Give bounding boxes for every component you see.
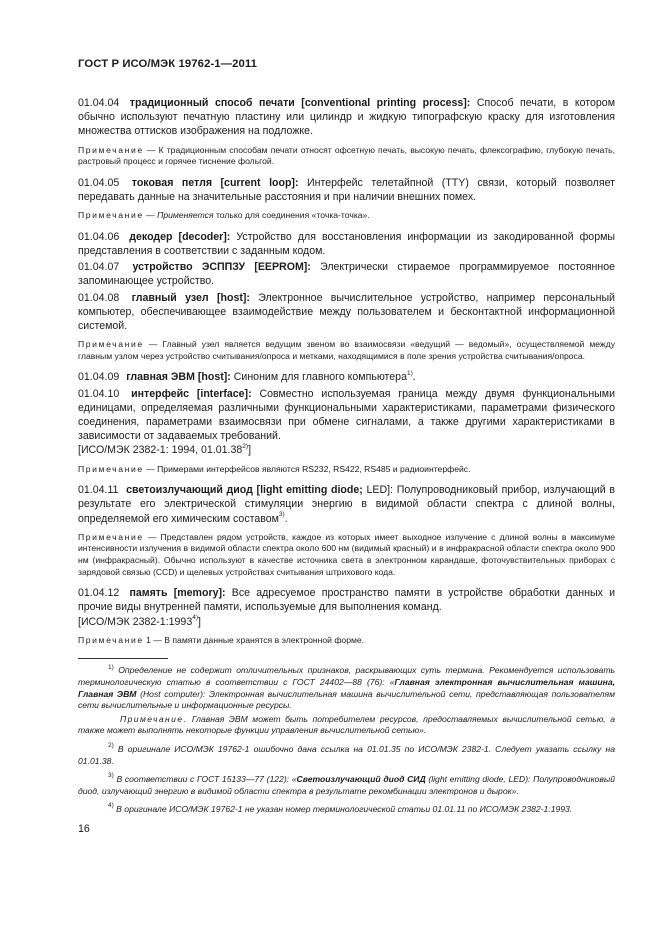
note-dash: — (146, 210, 155, 221)
reference-text: [ИСО/МЭК 2382-1: 1994, 01.01.38 (78, 444, 243, 457)
source-reference (78, 615, 615, 629)
term-entry-01-04-08 (78, 291, 615, 334)
footnote-2 (78, 744, 615, 767)
term-number: 01.04.12 (78, 587, 120, 600)
term-definition: Интерфейс телетайпной (TTY) связи, который позволяет передавать данные на значительные расстояния и при наличии внешних помех. (78, 176, 615, 203)
footnote-ref: 1) (406, 369, 413, 377)
note-01-04-05 (78, 210, 615, 222)
term-number: 01.04.06 (78, 230, 120, 243)
footnote-bold-term: Светоизлучающий диод СИД (296, 774, 426, 785)
note-01-04-04 (78, 145, 615, 168)
term-number: 01.04.11 (78, 484, 119, 497)
term-entry-01-04-04 (78, 96, 615, 139)
term-entry-01-04-05 (78, 176, 615, 204)
footnote-3 (78, 774, 615, 797)
note-01-04-12 (78, 635, 615, 647)
footnote-text-cont: (Host computer): Электронная вычислительная машина вычислительной сети, представляющая пользователям сети вычислительные и информационные ресурсы. (78, 688, 615, 711)
footnote-1 (78, 665, 615, 711)
term-definition: Полупроводниковый прибор, излучающий в результате его электрической стимуляции энергию в видимой области спектра с длиной волны, определяемой его химическим составом (78, 484, 615, 525)
term-number: 01.04.04 (78, 97, 120, 109)
term-number: 01.04.07 (78, 261, 120, 274)
note-text: — К традиционным способам печати относят офсетную печать, высокую печать, флексографию, глубокую печать, растровый процесс и горячее тиснение фольгой. (78, 144, 616, 167)
term-entry-01-04-12 (78, 586, 615, 614)
note-01-04-11 (78, 532, 615, 578)
term-definition: Электронное вычислительное устройство, например персональный компьютер, обеспечивающее взаимодействие между пользователем и бесконтактной информационной системой. (78, 291, 615, 333)
term-number: 01.04.09 (78, 371, 120, 384)
note-text: — Примерами интерфейсов являются RS232, RS422, RS485 и радиоинтерфейс. (146, 463, 471, 474)
note-text: — Представлен рядом устройств, каждое из которых имеет выходное излучение с длиной волны в максимуме интенсивности излучения в видимой области спектра около 600 нм (видимый красный) и в инфракрасной области спектра около 900 нм (инфракрасный). Обычно используют в качестве источника света в электронном карандаше, фоточувствительных приборах с зарядовой связью (CCD) и щелевых устройствах считывания штрихового кода. (78, 531, 616, 577)
term-definition: Электрически стираемое программируемое постоянное запоминающее устройство. (78, 261, 615, 288)
footnote-ref: 4) (192, 614, 198, 622)
term-number: 01.04.05 (78, 176, 120, 189)
footnote-4 (78, 804, 615, 816)
footnote-text: В оригинале ИСО/МЭК 19762-1 не указан номер терминологической статьи 01.01.11 по ИСО/МЭК 2382-1:1993. (116, 804, 573, 815)
note-label: Примечание (78, 144, 144, 155)
note-text: Главная ЭВМ может быть потребителем ресурсов, предоставляемых вычислительной сетью, а также может выполнять некоторые функции управления вычислительной сетью». (78, 713, 616, 736)
term-entry-01-04-09 (78, 370, 615, 384)
note-01-04-10 (78, 464, 615, 476)
document-page (78, 58, 615, 835)
footnote-1-note (78, 714, 615, 737)
note-label: Примечание (78, 339, 144, 350)
footnote-text: В оригинале ИСО/МЭК 19762-1 ошибочно дана ссылка на 01.01.35 по ИСО/МЭК 2382-1. Следует указать ссылку на 01.01.38. (78, 743, 615, 766)
term-tail: . (412, 371, 416, 384)
term-title: главная ЭВМ [host]: (126, 371, 231, 384)
footnote-text: В соответствии с ГОСТ 15133—77 (122): « (116, 774, 297, 785)
term-definition: Устройство для восстановления информации из закодированной формы представления в соответствии с заданным кодом. (78, 230, 615, 257)
note-01-04-08 (78, 339, 615, 362)
reference-tail: ] (198, 615, 201, 628)
note-label: Примечание (78, 210, 144, 221)
reference-text: [ИСО/МЭК 2382-1:1993 (78, 615, 193, 628)
document-header: ГОСТ Р ИСО/МЭК 19762-1—2011 (78, 58, 257, 70)
term-title: светоизлучающий диод [light emitting diode; (126, 484, 363, 497)
term-definition: Совместно используемая граница между двумя функциональными единицами, определяемая различными функциональными характеристиками, параметрами физического соединения, параметрами взаимосвязи при обмене сигналами, а также другими характеристиками в зависимости от задаваемых требований. (78, 387, 615, 443)
note-label: Примечание (78, 463, 144, 474)
term-entry-01-04-06 (78, 230, 615, 258)
footnote-mark: 1) (108, 663, 114, 671)
term-definition: Способ печати, в котором обычно используют печатную пластину или цилиндр и жидкую типографскую краску для изготовления множества оттисков изображения на подложке. (78, 97, 615, 138)
term-number: 01.04.08 (78, 291, 120, 304)
term-title: токовая петля [current loop]: (131, 176, 299, 189)
source-reference (78, 443, 615, 457)
term-number: 01.04.10 (78, 387, 120, 400)
footnote-mark: 4) (108, 802, 114, 810)
footnote-text: Определение не содержит отличительных признаков, раскрывающих суть термина. Рекомендуется использовать терминологическую статью в соответствии с ГОСТ 24402—88 (76): « (78, 665, 615, 687)
term-tail: . (284, 512, 288, 525)
note-text: — Главный узел является ведущим звеном во взаимосвязи «ведущий — ведомый», осуществляемой между главным узлом через устройство считывания/опроса и метками, находящимися в поле зрения устройства считывания/опроса. (78, 339, 615, 361)
term-title-abbr: LED]: (366, 484, 393, 497)
term-entry-01-04-07 (78, 260, 615, 288)
footnote-bold-term: Главная электронная вычислительная машина, Главная ЭВМ (78, 677, 615, 699)
term-entry-01-04-10 (78, 387, 615, 444)
footnote-text-cont: (light emitting diode, LED): Полупроводниковый диод, излучающий энергию в видимой области спектра в результате рекомбинации электронов и дырок». (78, 774, 616, 796)
note-label: Примечание (78, 531, 144, 542)
footnote-mark: 3) (108, 772, 114, 780)
note-text: только для соединения «точка-точка». (215, 210, 370, 221)
term-definition: Все адресуемое пространство памяти в устройстве обработки данных и прочие виды внутренней памяти, используемые для выполнения команд. (78, 587, 615, 614)
footnote-ref: 3) (278, 511, 285, 519)
term-title: главный узел [host]: (131, 291, 250, 304)
note-italic: Применяется (157, 210, 214, 221)
footnote-ref: 2) (242, 442, 249, 450)
term-title: декодер [decoder]: (129, 230, 231, 243)
term-title: память [memory]: (129, 587, 226, 600)
term-title: устройство ЭСППЗУ [EEPROM]: (132, 261, 311, 274)
footnote-divider (78, 658, 168, 659)
note-label: Примечание. (120, 713, 188, 724)
reference-tail: ] (248, 444, 252, 457)
note-text: 1 — В памяти данные хранятся в электронной форме. (146, 634, 365, 645)
term-title: традиционный способ печати [conventional printing process]: (129, 97, 471, 109)
note-label: Примечание (78, 634, 144, 645)
page-number: 16 (78, 822, 90, 835)
term-definition: Синоним для главного компьютера (233, 371, 407, 384)
footnote-mark: 2) (108, 742, 114, 750)
term-entry-01-04-11 (78, 483, 615, 526)
term-title: интерфейс [interface]: (131, 387, 252, 400)
